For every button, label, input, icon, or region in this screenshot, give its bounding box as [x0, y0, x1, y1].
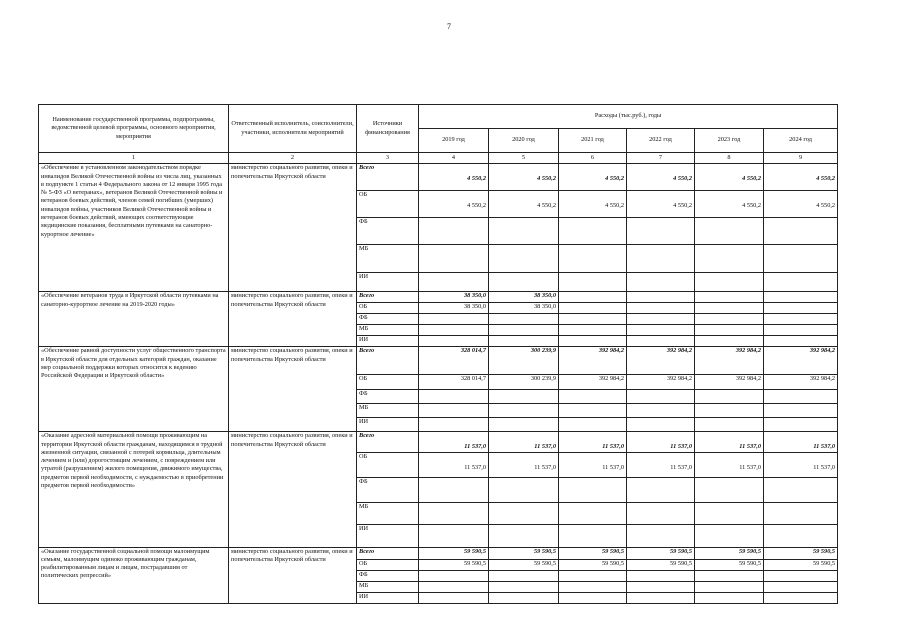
total-value: [559, 547, 627, 559]
responsible-executor: министерство социального развития, опеки и попечительства Иркутской области: [229, 292, 357, 347]
empty-cell: [559, 502, 627, 524]
empty-cell: [627, 325, 695, 336]
empty-cell: [489, 245, 559, 273]
regional-budget-value: [695, 303, 764, 314]
responsible-executor: министерство социального развития, опеки и попечительства Иркутской области: [229, 164, 357, 292]
amount: 11 537,0: [670, 443, 692, 451]
responsible-executor: министерство социального развития, опеки и попечительства Иркутской области: [229, 432, 357, 547]
header-source: Источники финансирования: [357, 105, 419, 153]
empty-cell: [419, 245, 489, 273]
empty-cell: [419, 581, 489, 592]
empty-cell: [695, 245, 764, 273]
total-value: [695, 292, 764, 303]
amount: 38 350,0: [533, 292, 556, 300]
amount: 11 537,0: [813, 443, 836, 451]
total-value: [695, 547, 764, 559]
amount: 300 239,9: [530, 347, 556, 355]
regional-budget-value: [489, 452, 559, 477]
empty-cell: [764, 218, 838, 245]
funding-source: ФБ: [357, 314, 419, 325]
page-number: 7: [447, 22, 451, 31]
empty-cell: [489, 325, 559, 336]
empty-cell: [627, 502, 695, 524]
empty-cell: [419, 592, 489, 603]
empty-cell: [419, 390, 489, 404]
funding-source: ИИ: [357, 592, 419, 603]
empty-cell: [419, 325, 489, 336]
funding-source: Всего: [357, 432, 419, 452]
regional-budget-value: [695, 452, 764, 477]
funding-source: ФБ: [357, 218, 419, 245]
empty-cell: [559, 477, 627, 502]
amount: 11 537,0: [534, 463, 556, 471]
total-value: [627, 347, 695, 375]
amount: 11 537,0: [464, 443, 486, 451]
amount: 4 550,2: [537, 202, 556, 210]
empty-cell: [559, 592, 627, 603]
empty-cell: [764, 477, 838, 502]
empty-cell: [695, 325, 764, 336]
regional-budget-value: [489, 303, 559, 314]
regional-budget-value: [489, 191, 559, 218]
funding-source: МБ: [357, 325, 419, 336]
empty-cell: [489, 390, 559, 404]
empty-cell: [419, 524, 489, 547]
column-number: 5: [489, 153, 559, 164]
empty-cell: [419, 502, 489, 524]
empty-cell: [764, 404, 838, 418]
empty-cell: [695, 273, 764, 292]
regional-budget-value: [559, 303, 627, 314]
empty-cell: [559, 336, 627, 347]
funding-source: Всего: [357, 347, 419, 375]
header-year: 2020 год: [489, 129, 559, 153]
column-number: 6: [559, 153, 627, 164]
empty-cell: [627, 404, 695, 418]
total-value: [695, 432, 764, 452]
empty-cell: [764, 336, 838, 347]
regional-budget-value: [559, 191, 627, 218]
regional-budget-value: [419, 559, 489, 570]
regional-budget-value: [764, 375, 838, 390]
regional-budget-value: [695, 375, 764, 390]
empty-cell: [627, 418, 695, 432]
funding-source: ОБ: [357, 375, 419, 390]
empty-cell: [559, 314, 627, 325]
empty-cell: [695, 477, 764, 502]
empty-cell: [489, 314, 559, 325]
regional-budget-value: [489, 375, 559, 390]
empty-cell: [419, 273, 489, 292]
funding-source: МБ: [357, 404, 419, 418]
empty-cell: [489, 336, 559, 347]
column-number: 1: [39, 153, 229, 164]
amount: 328 014,7: [460, 375, 486, 383]
regional-budget-value: [419, 452, 489, 477]
amount: 38 350,0: [533, 303, 556, 311]
funding-source: ИИ: [357, 336, 419, 347]
table-row: [39, 164, 838, 191]
empty-cell: [764, 390, 838, 404]
program-name: «Оказание адресной материальной помощи проживающим на территории Иркутской области гражданам, находящимся в трудной жизненной ситуации, связанной с потерей кормильца, длительным лечением и (или) дорогостоящим лечением, с повреждением или утратой (разрушением) жилого помещения, движимого имущества, предметов первой необходимости, с нуждаемостью в приобретении предметов первой необходимости»: [39, 432, 229, 547]
empty-cell: [489, 404, 559, 418]
amount: 11 537,0: [464, 463, 486, 471]
empty-cell: [489, 581, 559, 592]
empty-cell: [419, 336, 489, 347]
amount: 11 537,0: [739, 463, 761, 471]
header-executor: Ответственный исполнитель, соисполнители, участники, исполнители мероприятий: [229, 105, 357, 153]
funding-source: ФБ: [357, 477, 419, 502]
amount: 392 984,2: [666, 347, 692, 355]
funding-source: ФБ: [357, 390, 419, 404]
funding-source: ФБ: [357, 570, 419, 581]
funding-source: МБ: [357, 502, 419, 524]
amount: 4 550,2: [673, 175, 692, 183]
amount: 4 550,2: [605, 175, 624, 183]
amount: 392 984,2: [735, 347, 761, 355]
amount: 59 590,5: [533, 559, 556, 567]
regional-budget-value: [559, 559, 627, 570]
amount: 11 537,0: [602, 443, 624, 451]
regional-budget-value: [627, 375, 695, 390]
empty-cell: [489, 570, 559, 581]
header-year: 2024 год: [764, 129, 838, 153]
funding-source: ОБ: [357, 559, 419, 570]
program-name: «Обеспечение равной доступности услуг общественного транспорта в Иркутской области для отдельных категорий граждан, оказание мер социальной поддержки которых относится к ведению Российской Федерации и Иркутской области»: [39, 347, 229, 432]
empty-cell: [627, 581, 695, 592]
empty-cell: [695, 524, 764, 547]
empty-cell: [695, 218, 764, 245]
total-value: [559, 164, 627, 191]
empty-cell: [559, 404, 627, 418]
column-number: 9: [764, 153, 838, 164]
empty-cell: [419, 477, 489, 502]
empty-cell: [559, 245, 627, 273]
empty-cell: [764, 570, 838, 581]
funding-source: ИИ: [357, 418, 419, 432]
regional-budget-value: [695, 191, 764, 218]
empty-cell: [559, 570, 627, 581]
total-value: [489, 547, 559, 559]
amount: 4 550,2: [467, 202, 486, 210]
empty-cell: [695, 404, 764, 418]
funding-source: ОБ: [357, 191, 419, 218]
amount: 11 537,0: [670, 463, 692, 471]
funding-source: МБ: [357, 245, 419, 273]
total-value: [419, 347, 489, 375]
empty-cell: [695, 418, 764, 432]
total-value: [627, 292, 695, 303]
responsible-executor: министерство социального развития, опеки и попечительства Иркутской области: [229, 547, 357, 603]
empty-cell: [627, 570, 695, 581]
total-value: [764, 292, 838, 303]
regional-budget-value: [764, 303, 838, 314]
table-row: [39, 292, 838, 303]
amount: 392 984,2: [598, 347, 624, 355]
regional-budget-value: [627, 452, 695, 477]
empty-cell: [764, 524, 838, 547]
amount: 4 550,2: [816, 175, 836, 183]
empty-cell: [627, 218, 695, 245]
empty-cell: [627, 524, 695, 547]
funding-source: ИИ: [357, 524, 419, 547]
amount: 4 550,2: [673, 202, 692, 210]
total-value: [764, 547, 838, 559]
table-row: [39, 547, 838, 559]
amount: 59 590,5: [738, 547, 761, 555]
total-value: [764, 432, 838, 452]
total-value: [489, 432, 559, 452]
total-value: [419, 432, 489, 452]
header-year: 2022 год: [627, 129, 695, 153]
empty-cell: [764, 273, 838, 292]
total-value: [419, 547, 489, 559]
funding-source: ОБ: [357, 452, 419, 477]
amount: 59 590,5: [669, 547, 692, 555]
header-program-name: Наименование государственной программы, подпрограммы, ведомственной целевой программы, основного мероприятия, мероприятия: [39, 105, 229, 153]
empty-cell: [627, 336, 695, 347]
empty-cell: [695, 314, 764, 325]
amount: 392 984,2: [666, 375, 692, 383]
amount: 11 537,0: [813, 463, 836, 471]
empty-cell: [559, 218, 627, 245]
total-value: [489, 347, 559, 375]
amount: 392 984,2: [735, 375, 761, 383]
empty-cell: [489, 502, 559, 524]
regional-budget-value: [419, 375, 489, 390]
amount: 59 590,5: [669, 559, 692, 567]
amount: 59 590,5: [813, 559, 836, 567]
column-number: 8: [695, 153, 764, 164]
total-value: [627, 164, 695, 191]
total-value: [627, 432, 695, 452]
program-name: «Оказание государственной социальной помощи малоимущим семьям, малоимущим одиноко проживающим гражданам, реабилитированным лицам и лицам, пострадавшим от политических репрессий»: [39, 547, 229, 603]
total-value: [559, 347, 627, 375]
amount: 59 590,5: [601, 547, 624, 555]
empty-cell: [489, 592, 559, 603]
empty-cell: [419, 218, 489, 245]
amount: 4 550,2: [816, 202, 836, 210]
empty-cell: [695, 592, 764, 603]
header-year: 2021 год: [559, 129, 627, 153]
amount: 11 537,0: [739, 443, 761, 451]
regional-budget-value: [695, 559, 764, 570]
amount: 4 550,2: [742, 202, 761, 210]
amount: 38 350,0: [463, 292, 486, 300]
amount: 392 984,2: [598, 375, 624, 383]
empty-cell: [764, 314, 838, 325]
funding-source: Всего: [357, 547, 419, 559]
empty-cell: [419, 314, 489, 325]
amount: 4 550,2: [605, 202, 624, 210]
regional-budget-value: [419, 191, 489, 218]
regional-budget-value: [627, 303, 695, 314]
empty-cell: [627, 314, 695, 325]
empty-cell: [627, 273, 695, 292]
total-value: [695, 347, 764, 375]
empty-cell: [695, 581, 764, 592]
total-value: [559, 432, 627, 452]
program-name: «Обеспечение в установленном законодательством порядке инвалидов Великой Отечественной войны из числа лиц, указанных в подпункте 1 статьи 4 Федерального закона от 12 января 1995 года № 5-ФЗ «О ветеранах», ветеранов Великой Отечественной войны и ветеранов боевых действий, членов семей погибших (умерших) инвалидов войны, участников Великой Отечественной войны и ветеранов боевых действий, имеющих соответствующие медицинские показания, бесплатными путевками на санаторно-курортное лечение»: [39, 164, 229, 292]
empty-cell: [764, 502, 838, 524]
empty-cell: [419, 418, 489, 432]
program-name: «Обеспечение ветеранов труда в Иркутской области путевками на санаторно-курортное лечение на 2019-2020 годы»: [39, 292, 229, 347]
total-value: [764, 347, 838, 375]
total-value: [695, 164, 764, 191]
table-row: [39, 432, 838, 452]
empty-cell: [559, 390, 627, 404]
regional-budget-value: [627, 191, 695, 218]
empty-cell: [489, 273, 559, 292]
header-year: 2023 год: [695, 129, 764, 153]
funding-source: Всего: [357, 292, 419, 303]
amount: 59 590,5: [601, 559, 624, 567]
empty-cell: [764, 325, 838, 336]
empty-cell: [695, 390, 764, 404]
header-expenses: Расходы (тыс.руб.), годы: [419, 105, 838, 129]
empty-cell: [419, 404, 489, 418]
empty-cell: [764, 581, 838, 592]
regional-budget-value: [489, 559, 559, 570]
empty-cell: [627, 592, 695, 603]
empty-cell: [559, 581, 627, 592]
empty-cell: [695, 336, 764, 347]
column-number: 2: [229, 153, 357, 164]
empty-cell: [627, 245, 695, 273]
amount: 4 550,2: [467, 175, 486, 183]
funding-source: Всего: [357, 164, 419, 191]
empty-cell: [559, 325, 627, 336]
empty-cell: [695, 502, 764, 524]
total-value: [419, 164, 489, 191]
total-value: [764, 164, 838, 191]
empty-cell: [627, 477, 695, 502]
amount: 4 550,2: [742, 175, 761, 183]
empty-cell: [764, 245, 838, 273]
funding-source: ОБ: [357, 303, 419, 314]
regional-budget-value: [559, 375, 627, 390]
empty-cell: [489, 524, 559, 547]
total-value: [489, 164, 559, 191]
funding-source: МБ: [357, 581, 419, 592]
responsible-executor: министерство социального развития, опеки и попечительства Иркутской области: [229, 347, 357, 432]
total-value: [489, 292, 559, 303]
regional-budget-value: [627, 559, 695, 570]
amount: 392 984,2: [809, 347, 836, 355]
empty-cell: [764, 418, 838, 432]
total-value: [627, 547, 695, 559]
funding-source: ИИ: [357, 273, 419, 292]
empty-cell: [489, 418, 559, 432]
amount: 59 590,5: [813, 547, 836, 555]
amount: 11 537,0: [534, 443, 556, 451]
amount: 300 239,9: [530, 375, 556, 383]
regional-budget-value: [764, 559, 838, 570]
amount: 392 984,2: [809, 375, 836, 383]
empty-cell: [695, 570, 764, 581]
table-row: [39, 347, 838, 375]
amount: 59 590,5: [738, 559, 761, 567]
column-number: 3: [357, 153, 419, 164]
regional-budget-value: [764, 452, 838, 477]
regional-budget-value: [419, 303, 489, 314]
empty-cell: [419, 570, 489, 581]
amount: 59 590,5: [463, 547, 486, 555]
amount: 328 014,7: [460, 347, 486, 355]
empty-cell: [764, 592, 838, 603]
regional-budget-value: [559, 452, 627, 477]
total-value: [559, 292, 627, 303]
header-year: 2019 год: [419, 129, 489, 153]
empty-cell: [559, 273, 627, 292]
amount: 59 590,5: [533, 547, 556, 555]
amount: 4 550,2: [537, 175, 556, 183]
empty-cell: [627, 390, 695, 404]
column-number: 7: [627, 153, 695, 164]
regional-budget-value: [764, 191, 838, 218]
total-value: [419, 292, 489, 303]
amount: 38 350,0: [463, 303, 486, 311]
empty-cell: [489, 477, 559, 502]
column-number: 4: [419, 153, 489, 164]
empty-cell: [559, 524, 627, 547]
expenditure-table: [38, 104, 838, 604]
amount: 59 590,5: [463, 559, 486, 567]
amount: 11 537,0: [602, 463, 624, 471]
empty-cell: [489, 218, 559, 245]
empty-cell: [559, 418, 627, 432]
